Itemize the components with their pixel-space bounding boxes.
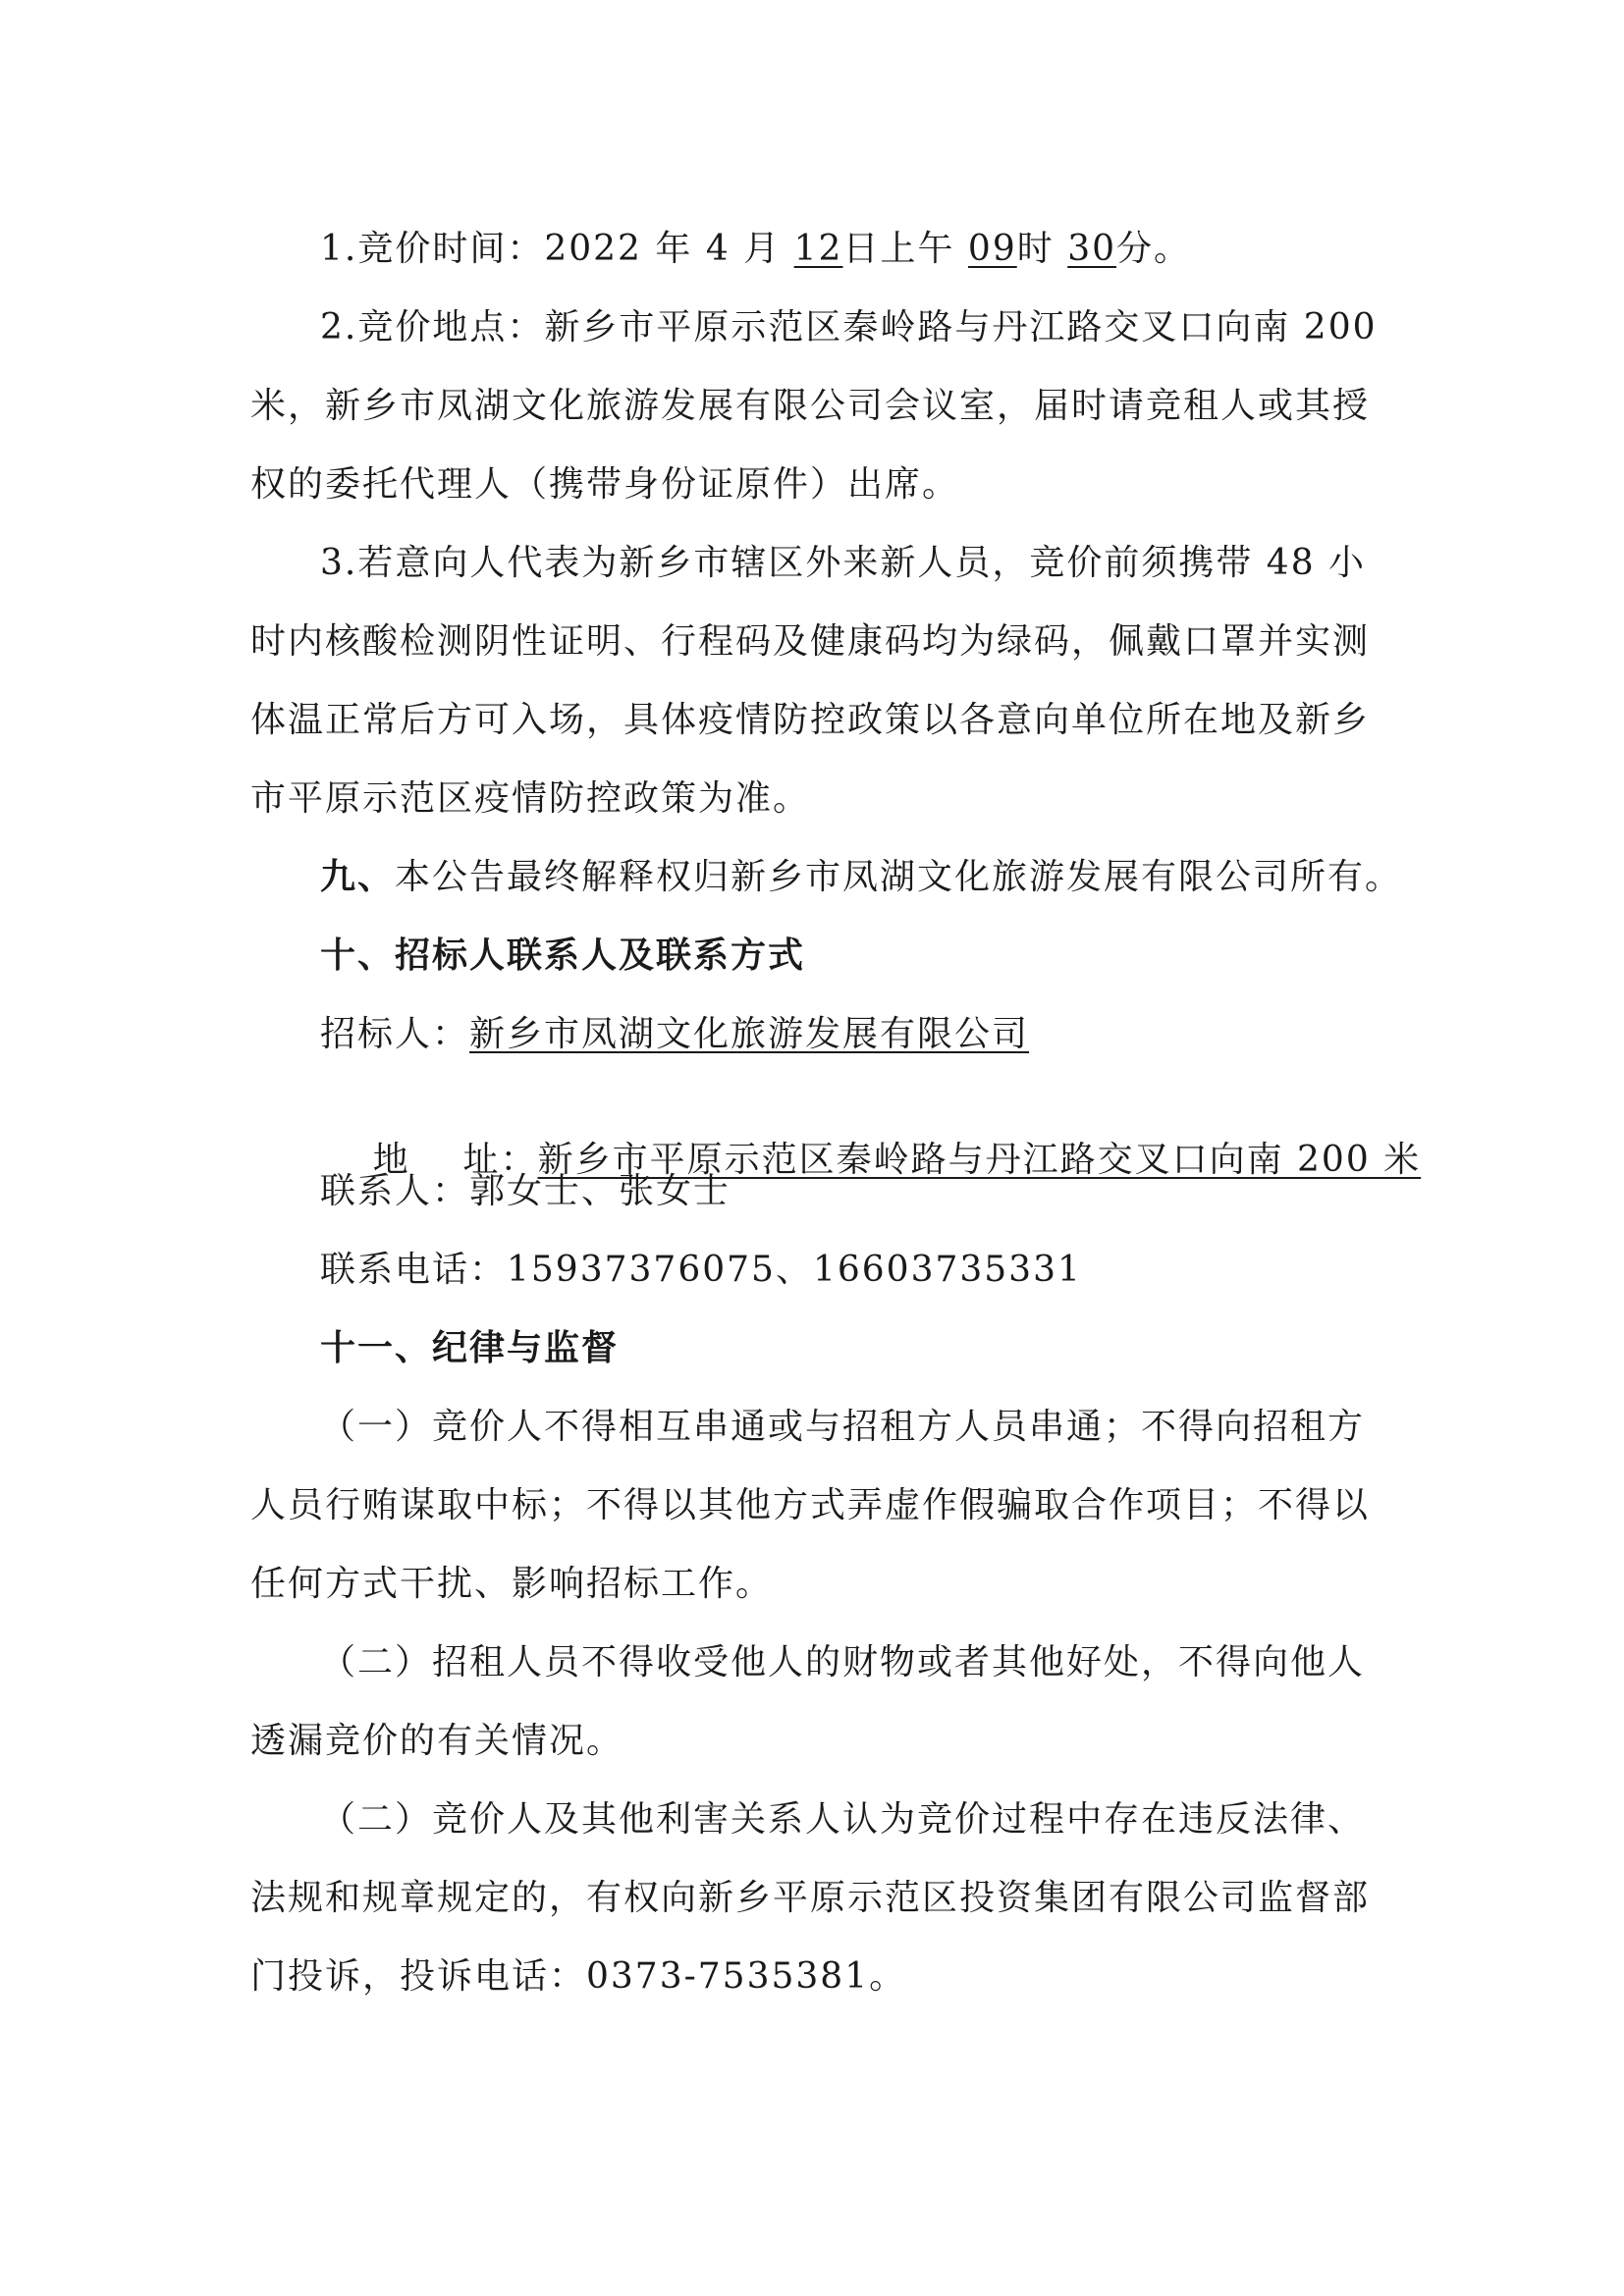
covid-policy-line-4: 市平原示范区疫情防控政策为准。 [250,778,811,819]
bid-time-text: 1.竞价时间：2022 年 4 月 [320,229,794,269]
bid-hour: 09 [967,229,1017,269]
address-label: 地 址： [372,1140,538,1180]
bid-time-text-3: 时 [1016,229,1068,269]
discipline-1-line-2: 人员行贿谋取中标；不得以其他方式弄虚作假骗取合作项目；不得以 [250,1485,1371,1525]
discipline-3-line-1: （二）竞价人及其他利害关系人认为竞价过程中存在违反法律、 [320,1799,1366,1840]
section-eleven-heading: 十一、纪律与监督 [320,1328,620,1368]
discipline-2-line-2: 透漏竞价的有关情况。 [250,1721,624,1761]
contact-person-line: 联系人：郭女士、张女士 [320,1171,731,1211]
discipline-3-line-2: 法规和规章规定的，有权向新乡平原示范区投资集团有限公司监督部 [250,1878,1371,1918]
bid-minute: 30 [1067,229,1116,269]
covid-policy-line-1: 3.若意向人代表为新乡市辖区外来新人员，竞价前须携带 48 小 [320,543,1367,583]
discipline-1-line-3: 任何方式干扰、影响招标工作。 [250,1564,774,1604]
tenderer-value: 新乡市凤湖文化旅游发展有限公司 [469,1014,1030,1054]
tenderer-line [320,1011,1029,1058]
covid-policy-line-2: 时内核酸检测阴性证明、行程码及健康码均为绿码，佩戴口罩并实测 [250,621,1371,662]
contact-phone-line: 联系电话：15937376075、16603735331 [320,1250,1082,1290]
bid-time-line [320,226,1191,273]
discipline-1-line-1: （一）竞价人不得相互串通或与招租方人员串通；不得向招租方 [320,1407,1366,1447]
covid-policy-line-3: 体温正常后方可入场，具体疫情防控政策以各意向单位所在地及新乡 [250,700,1371,740]
bid-time-text-4: 分。 [1116,229,1192,269]
section-nine-line [320,854,1402,901]
section-nine-heading: 九、 [320,857,396,897]
bid-time-text-2: 日上午 [842,229,968,269]
bid-location-line-3: 权的委托代理人（携带身份证原件）出席。 [250,464,960,505]
tenderer-label: 招标人： [320,1014,470,1054]
discipline-3-line-3: 门投诉，投诉电话：0373-7535381。 [250,1956,907,1997]
bid-location-line-2: 米，新乡市凤湖文化旅游发展有限公司会议室，届时请竞租人或其授 [250,386,1371,426]
bid-day: 12 [793,229,843,269]
discipline-2-line-1: （二）招租人员不得收受他人的财物或者其他好处，不得向他人 [320,1642,1366,1682]
address-value: 新乡市平原示范区秦岭路与丹江路交叉口向南 200 米 [537,1140,1422,1180]
section-ten-heading: 十、招标人联系人及联系方式 [320,935,806,976]
bid-location-line-1: 2.竞价地点：新乡市平原示范区秦岭路与丹江路交叉口向南 200 [320,307,1378,347]
section-nine-text: 本公告最终解释权归新乡市凤湖文化旅游发展有限公司所有。 [395,857,1403,897]
